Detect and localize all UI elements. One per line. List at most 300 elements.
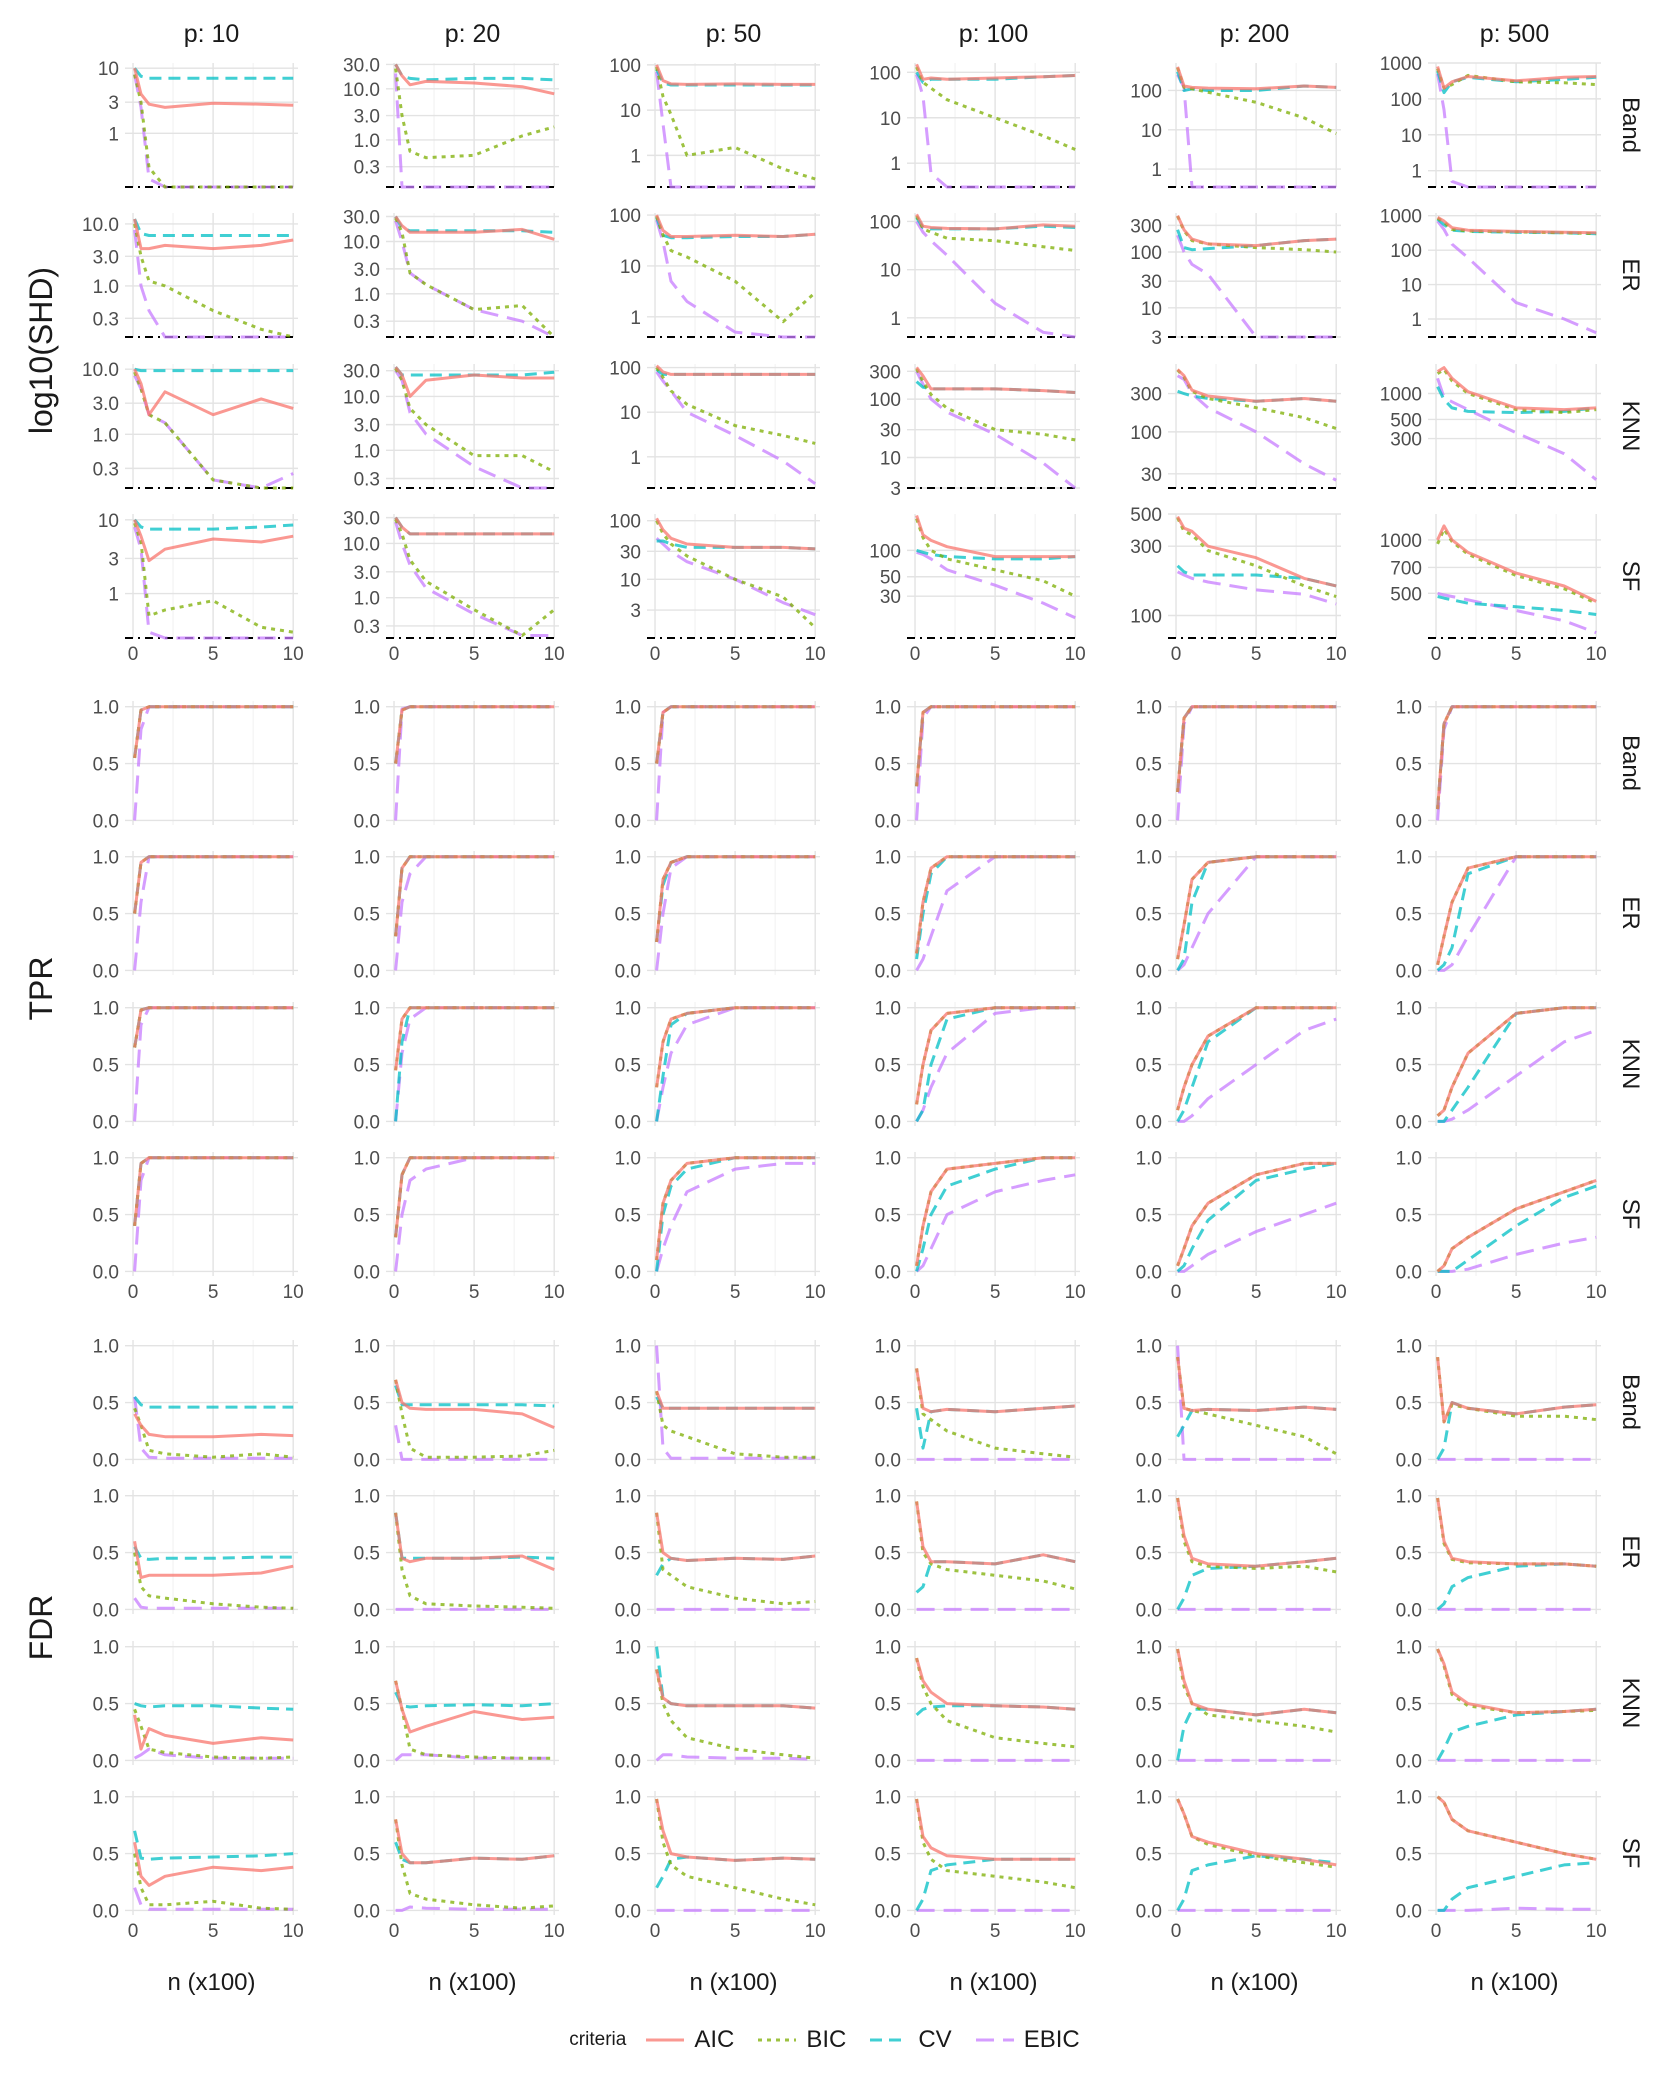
panel-0-2-3 [869,362,1080,500]
series-line-cv [396,217,555,233]
x-tick-label: 10 [1325,1282,1347,1303]
series-line-cv [1438,1709,1597,1760]
series-line-bic [917,1799,1076,1888]
y-tick-label: 0.0 [1135,1901,1162,1923]
legend-item-bic [756,2026,846,2054]
panel-1-3-0 [93,1149,304,1303]
y-tick-label: 30 [879,587,901,609]
y-tick-label: 0.0 [92,1751,119,1773]
panel-1-2-4 [1136,999,1341,1134]
y-tick-label: 30.0 [343,361,380,383]
series-line-aic [396,1008,555,1071]
y-tick-label: 0.0 [92,811,119,833]
series-line-ebic [1178,376,1337,481]
series-line-aic [657,707,816,764]
panel-1-3-1 [354,1149,565,1303]
y-tick-label: 10.0 [343,79,380,101]
x-tick-label: 0 [1170,1282,1182,1303]
x-tick-label: 5 [1250,644,1262,665]
series-line-aic [135,1842,294,1885]
facet-title-col-1: p: 20 [444,20,501,48]
panel-1-2-2 [615,999,820,1134]
facet-title-row-1: ER [1617,258,1644,292]
y-tick-label: 1.0 [353,1787,380,1809]
y-tick-label: 100 [1130,606,1162,628]
series-line-cv [1438,1863,1597,1911]
series-line-bic [917,707,1076,787]
panel-2-0-0 [93,1337,298,1472]
series-line-cv [396,518,555,534]
y-tick-label: 3 [108,93,119,115]
legend-title: criteria [569,2029,627,2050]
y-tick-label: 1.0 [92,1486,119,1508]
panel-2-1-5 [1396,1487,1644,1622]
y-tick-label: 0.0 [92,1450,119,1472]
series-line-aic [396,1819,555,1862]
x-tick-label: 10 [1585,1282,1607,1303]
series-line-bic [135,372,294,488]
series-line-aic [396,367,555,396]
panel-2-0-5 [1396,1337,1644,1472]
series-line-cv [1178,1163,1337,1271]
y-tick-label: 1.0 [353,588,380,610]
series-line-ebic [1438,1030,1597,1121]
panel-0-1-0 [82,213,298,337]
y-tick-label: 1.0 [874,1787,901,1809]
series-line-aic [135,1715,294,1749]
series-line-aic [396,1380,555,1428]
series-line-bic [657,1669,816,1758]
panel-0-1-2 [609,206,820,337]
y-tick-label: 30.0 [343,207,380,229]
y-tick-label: 1 [108,124,119,146]
series-line-bic [396,218,555,337]
legend-key [974,2030,1016,2050]
y-tick-label: 0.5 [614,1844,641,1866]
panel-0-2-2 [609,359,820,488]
y-tick-label: 0.0 [874,1262,901,1284]
panel-1-2-3 [875,999,1080,1134]
y-tick-label: 100 [869,541,901,563]
series-line-aic [657,215,816,236]
y-tick-label: 0.5 [1395,904,1422,926]
y-tick-label: 0.0 [614,811,641,833]
series-line-bic [135,1553,294,1609]
y-tick-label: 1.0 [614,1486,641,1508]
series-line-cv [1438,707,1597,809]
series-line-bic [1438,707,1597,809]
series-line-aic [657,1513,816,1561]
series-line-bic [917,1501,1076,1589]
y-tick-label: 1.0 [1135,1637,1162,1659]
y-tick-label: 500 [1130,505,1162,526]
series-line-aic [135,1414,294,1437]
y-tick-label: 0.3 [92,309,119,331]
series-line-aic [917,857,1076,954]
x-tick-label: 10 [1064,1282,1086,1303]
y-tick-label: 0.0 [614,1751,641,1773]
y-tick-label: 0.5 [1395,1055,1422,1077]
y-tick-label: 300 [1130,384,1162,406]
y-tick-label: 100 [869,390,901,412]
series-line-cv [396,1158,555,1238]
series-line-cv [396,707,555,764]
y-tick-label: 0.3 [92,459,119,481]
y-tick-label: 1 [890,308,901,330]
series-line-ebic [917,74,1076,187]
y-tick-label: 700 [1390,558,1422,580]
y-tick-label: 1.0 [353,1637,380,1659]
x-tick-label: 10 [543,1921,565,1942]
series-line-bic [135,224,294,337]
series-line-aic [396,857,555,937]
y-tick-label: 0.5 [1135,1055,1162,1077]
y-tick-label: 0.0 [614,1600,641,1622]
series-line-bic [1438,1498,1597,1566]
series-line-bic [917,1658,1076,1747]
legend-label: BIC [806,2026,847,2053]
panel-0-1-5 [1380,207,1644,337]
y-tick-label: 1.0 [353,998,380,1020]
y-tick-label: 1.0 [614,1787,641,1809]
series-line-cv [657,857,816,942]
y-tick-label: 0.5 [874,754,901,776]
y-tick-label: 1.0 [353,1148,380,1170]
y-tick-label: 1.0 [92,1336,119,1358]
y-tick-label: 0.5 [1135,1205,1162,1227]
series-line-cv [135,219,294,236]
panel-2-1-2 [615,1487,820,1622]
y-tick-label: 0.0 [1395,811,1422,833]
y-tick-label: 0.5 [1135,1694,1162,1716]
y-tick-label: 0.5 [353,1543,380,1565]
y-tick-label: 0.5 [1135,904,1162,926]
panel-2-2-2 [615,1638,820,1773]
y-tick-label: 10 [1400,275,1422,297]
series-line-aic [396,217,555,240]
y-tick-label: 1.0 [874,1486,901,1508]
panel-1-1-5 [1396,848,1644,983]
x-tick-label: 0 [1170,644,1182,665]
x-tick-label: 5 [207,1282,219,1303]
panel-1-2-0 [93,999,298,1134]
y-tick-label: 10 [97,510,119,532]
y-tick-label: 0.0 [1395,1112,1422,1134]
y-tick-label: 10 [619,256,641,278]
y-tick-label: 0.5 [614,1543,641,1565]
series-line-bic [396,1158,555,1238]
facet-title-col-4: p: 200 [1219,20,1290,48]
x-tick-label: 10 [282,1282,304,1303]
series-line-bic [917,857,1076,954]
panel-2-1-0 [93,1487,298,1622]
x-axis-title: n (x100) [1210,1969,1299,1996]
x-tick-label: 10 [282,1921,304,1942]
series-line-bic [657,521,816,628]
series-line-bic [1438,1008,1597,1116]
panel-1-0-1 [354,698,559,833]
y-tick-label: 0.0 [614,1112,641,1134]
y-tick-label: 0.0 [874,1112,901,1134]
series-line-bic [1178,68,1337,134]
panel-0-0-1 [343,55,559,187]
y-tick-label: 0.5 [614,1205,641,1227]
panel-2-3-0 [93,1788,304,1942]
legend-label: CV [918,2026,952,2053]
y-tick-label: 0.0 [1395,1751,1422,1773]
y-tick-label: 0.0 [874,961,901,983]
panel-2-3-5 [1396,1788,1644,1942]
y-tick-label: 1.0 [1395,1637,1422,1659]
x-tick-label: 0 [127,1282,139,1303]
y-tick-label: 100 [609,358,641,380]
series-line-aic [135,68,294,107]
series-line-bic [657,216,816,322]
y-tick-label: 1 [890,154,901,176]
series-line-cv [135,520,294,529]
panel-0-3-4 [1130,505,1346,665]
series-line-bic [135,75,294,188]
series-line-cv [135,1158,294,1226]
y-tick-label: 1 [1151,160,1162,182]
series-line-bic [135,1408,294,1457]
y-tick-label: 1.0 [92,1637,119,1659]
series-line-aic [396,1158,555,1238]
x-axis-title: n (x100) [949,1969,1038,1996]
y-tick-label: 0.5 [874,1205,901,1227]
y-tick-label: 1.0 [614,697,641,719]
panel-0-0-5 [1380,54,1644,187]
y-tick-label: 1.0 [92,1148,119,1170]
series-line-aic [1438,67,1597,89]
y-tick-label: 300 [1390,429,1422,451]
panel-1-1-1 [354,848,559,983]
y-tick-label: 0.5 [614,1055,641,1077]
panel-0-2-1 [343,362,559,491]
y-tick-label: 0.5 [874,1393,901,1415]
facet-title-row-0: Band [1617,1373,1644,1431]
y-tick-label: 50 [879,567,901,589]
panel-0-1-3 [869,212,1080,337]
series-line-aic [917,1501,1076,1564]
series-line-bic [396,857,555,937]
x-tick-label: 10 [543,1282,565,1303]
series-line-cv [135,1008,294,1048]
y-tick-label: 0.5 [92,1694,119,1716]
y-tick-label: 0.0 [1395,1262,1422,1284]
series-line-ebic [657,1163,816,1271]
panel-0-3-3 [869,514,1085,665]
panel-2-3-3 [875,1788,1086,1942]
x-tick-label: 10 [804,1282,826,1303]
panel-2-0-4 [1136,1337,1341,1472]
y-tick-label: 10.0 [343,534,380,556]
metric-label-0: log10(SHD) [23,266,59,435]
x-tick-label: 0 [1430,1921,1442,1942]
series-line-aic [135,1008,294,1048]
y-tick-label: 0.0 [874,1450,901,1472]
panel-0-2-4 [1130,364,1341,488]
facet-title-row-3: SF [1617,560,1644,592]
series-line-aic [1178,857,1337,959]
y-tick-label: 0.5 [874,1543,901,1565]
y-tick-label: 0.0 [614,961,641,983]
y-tick-label: 3 [630,601,641,623]
x-tick-label: 0 [388,644,400,665]
y-tick-label: 0.0 [1135,1600,1162,1622]
series-line-aic [657,1008,816,1088]
y-tick-label: 1.0 [1135,1336,1162,1358]
x-tick-label: 5 [729,1921,741,1942]
series-line-cv [135,707,294,758]
panel-1-1-0 [93,848,298,983]
x-tick-label: 0 [1170,1921,1182,1942]
panel-2-0-2 [615,1337,820,1472]
y-tick-label: 0.0 [353,1751,380,1773]
panel-2-2-3 [875,1638,1080,1773]
y-tick-label: 100 [869,63,901,85]
y-tick-label: 0.0 [1395,1901,1422,1923]
y-tick-label: 1.0 [353,441,380,463]
y-tick-label: 0.0 [874,1901,901,1923]
panel-2-2-5 [1396,1638,1644,1773]
series-line-ebic [396,221,555,337]
y-tick-label: 3 [1151,328,1162,349]
panel-2-1-3 [875,1487,1080,1622]
y-tick-label: 0.5 [353,1844,380,1866]
y-tick-label: 1.0 [614,1148,641,1170]
y-tick-label: 0.3 [353,616,380,638]
y-tick-label: 3.0 [92,394,119,416]
panel-0-0-4 [1130,63,1341,187]
y-tick-label: 1.0 [92,425,119,447]
series-line-ebic [917,1175,1076,1272]
panel-0-3-1 [343,509,565,665]
series-line-cv [1178,707,1337,792]
facet-title-row-2: KNN [1617,1677,1644,1729]
series-line-bic [657,707,816,764]
y-tick-label: 3.0 [353,562,380,584]
y-tick-label: 0.0 [1135,1751,1162,1773]
series-line-ebic [657,372,816,484]
series-line-aic [1178,707,1337,792]
legend-item-cv [868,2026,951,2054]
facet-title-row-1: ER [1617,1535,1644,1569]
y-tick-label: 0.3 [353,312,380,334]
panel-0-1-4 [1130,213,1341,349]
panel-0-0-0 [98,59,298,187]
y-tick-label: 0.5 [92,1205,119,1227]
series-line-bic [396,1008,555,1071]
panel-1-0-2 [615,698,820,833]
panel-2-3-4 [1136,1788,1347,1942]
y-tick-label: 1.0 [353,130,380,152]
series-line-aic [1438,526,1597,602]
panel-1-0-4 [1136,698,1341,833]
series-line-bic [1178,1649,1337,1732]
y-tick-label: 1000 [1379,206,1422,228]
series-line-cv [135,369,294,370]
y-tick-label: 0.5 [1135,754,1162,776]
facet-title-row-0: Band [1617,734,1644,792]
legend-label: AIC [694,2026,735,2053]
x-tick-label: 10 [1585,1921,1607,1942]
series-line-aic [1438,1357,1597,1422]
panel-0-3-0 [98,511,304,665]
y-tick-label: 0.5 [353,1694,380,1716]
metric-label-2: FDR [23,1594,59,1661]
panel-0-0-3 [869,63,1080,187]
series-line-bic [917,1158,1076,1266]
panel-1-1-2 [615,848,820,983]
series-line-ebic [917,552,1076,618]
series-line-ebic [1438,221,1597,333]
y-tick-label: 3.0 [353,415,380,437]
series-line-aic [1178,1649,1337,1715]
x-tick-label: 5 [989,1921,1001,1942]
x-tick-label: 5 [468,1921,480,1942]
y-tick-label: 0.0 [614,1262,641,1284]
y-tick-label: 3.0 [353,259,380,281]
x-tick-label: 10 [1064,644,1086,665]
series-line-cv [135,857,294,914]
series-line-ebic [1178,572,1337,604]
y-tick-label: 10 [619,403,641,425]
x-axis-title: n (x100) [689,1969,778,1996]
panel-1-2-5 [1396,999,1644,1134]
y-tick-label: 1.0 [874,1637,901,1659]
y-tick-label: 30 [619,542,641,564]
series-line-aic [657,65,816,85]
y-tick-label: 1.0 [614,847,641,869]
series-line-bic [657,1391,816,1457]
series-line-bic [135,1158,294,1226]
y-tick-label: 0.0 [1135,961,1162,983]
y-tick-label: 0.5 [874,1694,901,1716]
y-tick-label: 0.0 [353,1262,380,1284]
y-tick-label: 0.5 [1395,1694,1422,1716]
y-tick-label: 1.0 [874,847,901,869]
y-tick-label: 10 [619,570,641,592]
y-tick-label: 30 [1140,464,1162,486]
y-tick-label: 300 [1130,216,1162,238]
series-line-ebic [135,75,294,188]
y-tick-label: 1.0 [1135,697,1162,719]
facet-title-row-2: KNN [1617,400,1644,452]
y-tick-label: 1.0 [1395,998,1422,1020]
x-tick-label: 5 [1510,1921,1522,1942]
panel-1-2-1 [354,999,559,1134]
y-tick-label: 0.5 [1395,754,1422,776]
y-tick-label: 1.0 [874,998,901,1020]
series-line-cv [1438,1564,1597,1610]
y-tick-label: 0.0 [1395,1450,1422,1472]
series-line-cv [1178,566,1337,586]
series-line-aic [1178,1799,1337,1865]
y-tick-label: 0.5 [1395,1393,1422,1415]
series-line-aic [1438,1797,1597,1860]
series-line-aic [1438,1008,1597,1116]
panel-0-0-2 [609,56,820,187]
y-tick-label: 0.5 [874,1844,901,1866]
facet-title-col-5: p: 500 [1479,20,1550,48]
series-line-aic [396,1513,555,1570]
y-tick-label: 0.5 [92,1393,119,1415]
panel-2-0-3 [875,1337,1080,1472]
panel-1-1-3 [875,848,1080,983]
x-axis-title: n (x100) [1470,1969,1559,1996]
series-line-bic [657,857,816,942]
